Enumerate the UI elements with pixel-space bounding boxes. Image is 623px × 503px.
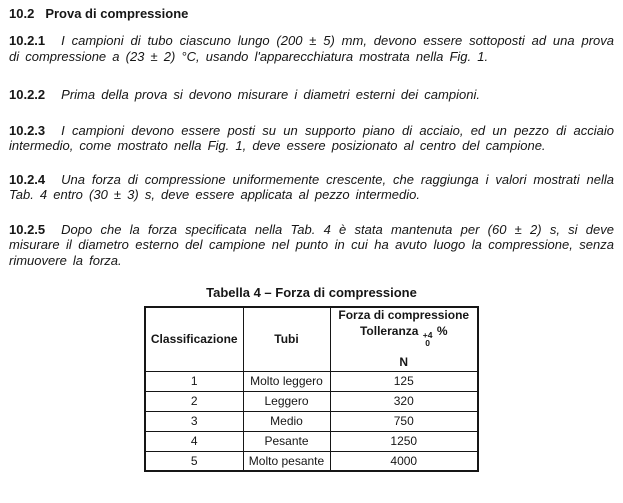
header-forza-line1: Forza di compressione [338, 308, 470, 323]
column-header-tubi: Tubi [243, 307, 330, 371]
table-row [145, 371, 478, 391]
paragraph-number: 10.2.5 [9, 221, 46, 237]
paragraph-10-2-4 [9, 172, 614, 203]
tolleranza-percent: % [436, 324, 448, 339]
paragraph-10-2-3 [9, 123, 614, 154]
cell-classificazione: 2 [145, 391, 243, 411]
tolleranza-label: Tolleranza [359, 324, 419, 339]
cell-tubi: Leggero [243, 391, 330, 411]
cell-classificazione: 3 [145, 411, 243, 431]
cell-forza: 4000 [330, 451, 478, 471]
paragraph-number: 10.2.3 [9, 122, 46, 138]
table-row [145, 411, 478, 431]
paragraph-number: 10.2.1 [9, 33, 46, 48]
cell-forza: 1250 [330, 431, 478, 451]
tolleranza-subscript: 0 [425, 338, 431, 349]
compression-force-table [144, 306, 479, 472]
cell-classificazione: 1 [145, 371, 243, 391]
table-row [145, 431, 478, 451]
column-header-forza [330, 307, 478, 371]
paragraph-number: 10.2.4 [9, 171, 46, 187]
paragraph-text: Dopo che la forza specificata nella Tab. 4 è stata mantenuta per (60 ± 2) s, si deve misurare il diametro esterno del campione nel punto in cui ha avuto luogo la compressione, senza rimuovere la forza. [9, 221, 614, 268]
cell-forza: 750 [330, 411, 478, 431]
cell-classificazione: 4 [145, 431, 243, 451]
section-heading [9, 6, 614, 22]
force-unit: N [399, 355, 409, 370]
paragraph-text: Prima della prova si devono misurare i diametri esterni dei campioni. [61, 87, 480, 102]
paragraph-10-2-1 [9, 33, 614, 64]
cell-forza: 320 [330, 391, 478, 411]
table-row [145, 391, 478, 411]
header-tolleranza-line [333, 324, 476, 347]
section-number: 10.2 [9, 6, 35, 21]
cell-forza: 125 [330, 371, 478, 391]
paragraph-number: 10.2.2 [9, 87, 46, 102]
paragraph-text: I campioni devono essere posti su un supporto piano di acciaio, ed un pezzo di acciaio intermedio, come mostrato nella Fig. 1, deve essere posizionato al centro del campione. [9, 122, 614, 153]
table-row [145, 451, 478, 471]
tolleranza-superscript: +4 [422, 330, 433, 341]
table-caption: Tabella 4 – Forza di compressione [206, 285, 417, 300]
cell-classificazione: 5 [145, 451, 243, 471]
section-title: Prova di compressione [45, 6, 189, 21]
cell-tubi: Molto pesante [243, 451, 330, 471]
paragraph-10-2-2 [9, 87, 614, 103]
cell-tubi: Pesante [243, 431, 330, 451]
cell-tubi: Molto leggero [243, 371, 330, 391]
paragraph-10-2-5 [9, 222, 614, 269]
paragraph-text: Una forza di compressione uniformemente crescente, che raggiunga i valori mostrati nella Tab. 4 entro (30 ± 3) s, deve essere applicata al pezzo intermedio. [9, 171, 614, 202]
tolleranza-stack [423, 331, 433, 347]
column-header-classificazione: Classificazione [145, 307, 243, 371]
cell-tubi: Medio [243, 411, 330, 431]
table-header-row [145, 307, 478, 371]
paragraph-text: I campioni di tubo ciascuno lungo (200 ± 5) mm, devono essere sottoposti ad una prova di compressione a (23 ± 2) °C, usando l'apparecchiatura mostrata nella Fig. 1. [9, 33, 614, 64]
